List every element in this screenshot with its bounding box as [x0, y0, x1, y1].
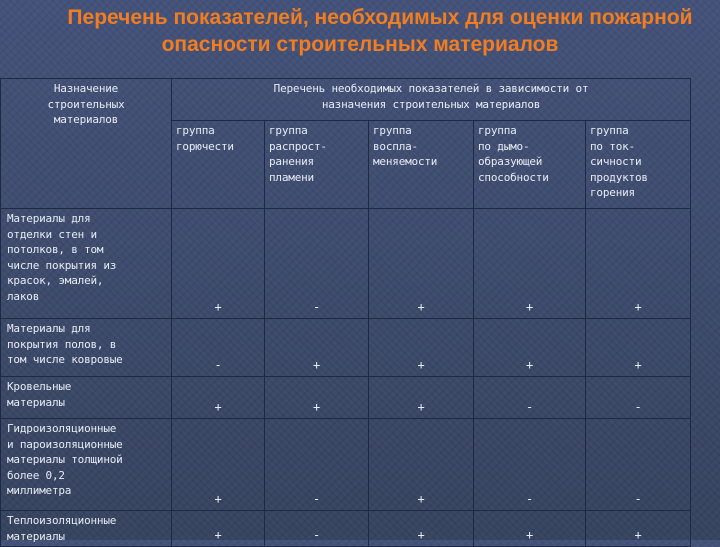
- table-row: [1, 377, 691, 419]
- mark-cell: +: [474, 209, 586, 319]
- mark-cell: +: [474, 511, 586, 547]
- mark-cell: +: [586, 209, 691, 319]
- mark-cell: +: [265, 319, 369, 377]
- mark-cell: +: [586, 511, 691, 547]
- header-indicators-list: Перечень необходимых показателей в зависимости от назначения строительных материалов: [172, 79, 691, 121]
- row-material-label: Гидроизоляционные и пароизоляционные материалы толщиной более 0,2 миллиметра: [1, 419, 172, 511]
- slide-title-line-1: Перечень показателей, необходимых для оценки пожарной: [67, 6, 693, 29]
- mark-cell: +: [369, 511, 474, 547]
- mark-cell: -: [586, 377, 691, 419]
- mark-cell: +: [586, 319, 691, 377]
- row-material-label: Материалы для отделки стен и потолков, в том числе покрытия из красок, эмалей, лаков: [1, 209, 172, 319]
- mark-cell: -: [265, 209, 369, 319]
- mark-cell: +: [172, 209, 265, 319]
- header-group-flammability: группа горючести: [172, 121, 265, 209]
- table-row: [1, 319, 691, 377]
- table-row: [1, 511, 691, 547]
- slide-title: [0, 4, 720, 58]
- slide-title-line-2: опасности строительных материалов: [161, 33, 559, 56]
- mark-cell: +: [172, 511, 265, 547]
- mark-cell: +: [172, 377, 265, 419]
- row-material-label: Материалы для покрытия полов, в том числе ковровые: [1, 319, 172, 377]
- header-group-smoke: группа по дымо- образующей способности: [474, 121, 586, 209]
- indicators-table: [0, 78, 691, 547]
- mark-cell: -: [586, 419, 691, 511]
- mark-cell: +: [369, 209, 474, 319]
- mark-cell: +: [369, 377, 474, 419]
- mark-cell: +: [172, 419, 265, 511]
- table-row: [1, 209, 691, 319]
- header-group-toxicity: группа по ток- сичности продуктов горения: [586, 121, 691, 209]
- mark-cell: -: [474, 419, 586, 511]
- mark-cell: -: [474, 377, 586, 419]
- table-header-row: [1, 79, 691, 121]
- row-material-label: Кровельные материалы: [1, 377, 172, 419]
- mark-cell: +: [474, 319, 586, 377]
- mark-cell: -: [265, 511, 369, 547]
- mark-cell: -: [265, 419, 369, 511]
- mark-cell: -: [172, 319, 265, 377]
- table-row: [1, 419, 691, 511]
- header-group-flame-spread: группа распрост- ранения пламени: [265, 121, 369, 209]
- header-material-purpose: Назначение строительных материалов: [1, 79, 172, 209]
- mark-cell: +: [369, 319, 474, 377]
- mark-cell: +: [265, 377, 369, 419]
- header-group-ignitability: группа воспла- меняемости: [369, 121, 474, 209]
- row-material-label: Теплоизоляционные материалы: [1, 511, 172, 547]
- mark-cell: +: [369, 419, 474, 511]
